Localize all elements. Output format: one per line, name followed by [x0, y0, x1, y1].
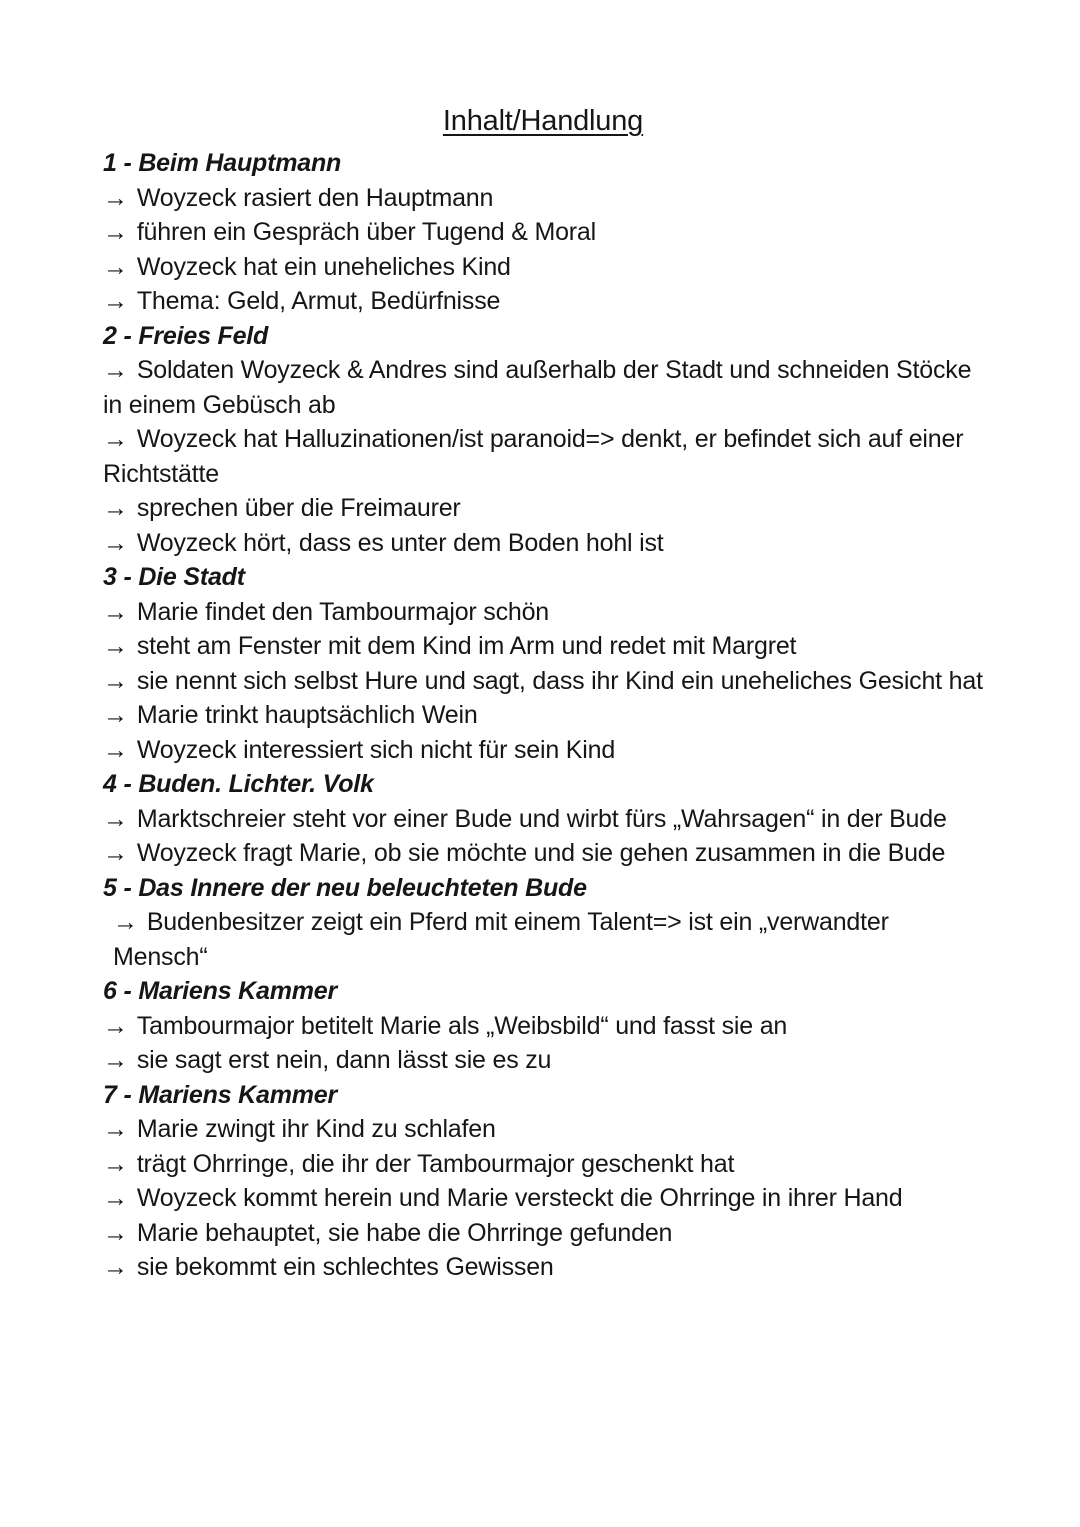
bullet-item — [103, 698, 983, 733]
arrow-bullet-icon: → — [103, 528, 128, 557]
bullet-item-text: Budenbesitzer zeigt ein Pferd mit einem Talent=> ist ein „verwandter Mensch“ — [113, 908, 889, 971]
arrow-bullet-icon: → — [103, 735, 128, 764]
bullet-item — [103, 284, 983, 319]
bullet-item — [103, 733, 983, 768]
bullet-item-text: Marie trinkt hauptsächlich Wein — [136, 701, 478, 729]
arrow-bullet-icon: → — [103, 1218, 128, 1247]
section-heading: 6 - Mariens Kammer — [103, 977, 337, 1005]
section — [103, 974, 983, 1078]
section — [103, 560, 983, 767]
bullet-item — [103, 1250, 983, 1285]
section-heading: 4 - Buden. Lichter. Volk — [103, 770, 374, 798]
section-heading: 2 - Freies Feld — [103, 321, 269, 350]
bullet-item-text: Soldaten Woyzeck & Andres sind außerhalb der Stadt und schneiden Stöcke in einem Gebüsch ab — [103, 356, 972, 419]
section-heading: 1 - Beim Hauptmann — [103, 149, 342, 177]
bullet-item — [103, 215, 983, 250]
bullet-item-text: sie bekommt ein schlechtes Gewissen — [136, 1253, 554, 1281]
bullet-item — [103, 1216, 983, 1251]
bullet-item — [103, 1043, 983, 1078]
section-heading: 7 - Mariens Kammer — [103, 1080, 337, 1109]
bullet-item-text: sie nennt sich selbst Hure und sagt, dass ihr Kind ein uneheliches Gesicht hat — [136, 666, 983, 695]
document-content — [103, 0, 983, 1285]
arrow-bullet-icon: → — [103, 218, 128, 246]
bullet-item-text: Marktschreier steht vor einer Bude und wirbt fürs „Wahrsagen“ in der Bude — [136, 804, 947, 833]
sections-container — [103, 146, 983, 1285]
section — [103, 146, 983, 319]
arrow-bullet-icon: → — [103, 1149, 128, 1178]
arrow-bullet-icon: → — [103, 1253, 128, 1281]
arrow-bullet-icon: → — [103, 701, 128, 729]
arrow-bullet-icon: → — [103, 494, 128, 522]
arrow-bullet-icon: → — [103, 632, 128, 660]
bullet-item-text: Woyzeck fragt Marie, ob sie möchte und sie gehen zusammen in die Bude — [136, 839, 946, 867]
bullet-item-text: Woyzeck kommt herein und Marie versteckt die Ohrringe in ihrer Hand — [136, 1184, 903, 1212]
bullet-item — [103, 802, 983, 837]
bullet-item-text: Tambourmajor betitelt Marie als „Weibsbild“ und fasst sie an — [136, 1011, 788, 1040]
bullet-item-text: trägt Ohrringe, die ihr der Tambourmajor geschenkt hat — [136, 1149, 735, 1178]
bullet-item — [103, 905, 983, 974]
arrow-bullet-icon: → — [103, 356, 128, 384]
bullet-item-text: Woyzeck interessiert sich nicht für sein Kind — [136, 735, 616, 764]
document-title: Inhalt/Handlung — [442, 105, 644, 137]
section — [103, 871, 983, 975]
arrow-bullet-icon: → — [103, 839, 128, 867]
arrow-bullet-icon: → — [103, 666, 128, 695]
bullet-item — [103, 1181, 983, 1216]
bullet-item-text: Thema: Geld, Armut, Bedürfnisse — [136, 287, 501, 315]
bullet-item-text: sprechen über die Freimaurer — [136, 494, 461, 522]
bullet-item — [103, 1009, 983, 1044]
bullet-item — [103, 1147, 983, 1182]
bullet-item — [103, 353, 983, 422]
bullet-item-text: Woyzeck hört, dass es unter dem Boden hohl ist — [136, 528, 664, 557]
section — [103, 767, 983, 871]
bullet-item — [103, 181, 983, 216]
arrow-bullet-icon: → — [103, 287, 128, 315]
bullet-item-text: Woyzeck rasiert den Hauptmann — [136, 183, 494, 212]
arrow-bullet-icon: → — [103, 1011, 128, 1040]
section-heading: 3 - Die Stadt — [103, 563, 245, 591]
bullet-item-text: steht am Fenster mit dem Kind im Arm und redet mit Margret — [136, 632, 797, 660]
arrow-bullet-icon: → — [103, 597, 128, 626]
arrow-bullet-icon: → — [103, 425, 128, 453]
bullet-item — [103, 1112, 983, 1147]
bullet-item — [103, 422, 983, 491]
arrow-bullet-icon: → — [103, 1046, 128, 1074]
arrow-bullet-icon: → — [103, 183, 128, 212]
section — [103, 1078, 983, 1285]
bullet-item-text: Marie findet den Tambourmajor schön — [136, 597, 550, 626]
section — [103, 319, 983, 561]
bullet-item-text: führen ein Gespräch über Tugend & Moral — [136, 218, 596, 246]
bullet-item — [103, 629, 983, 664]
bullet-item — [103, 250, 983, 285]
bullet-item — [103, 664, 983, 699]
bullet-item — [103, 836, 983, 871]
arrow-bullet-icon: → — [103, 252, 128, 281]
arrow-bullet-icon: → — [103, 1115, 128, 1143]
arrow-bullet-icon: → — [113, 908, 138, 936]
bullet-item — [103, 595, 983, 630]
bullet-item-text: Marie zwingt ihr Kind zu schlafen — [136, 1115, 496, 1143]
arrow-bullet-icon: → — [103, 1184, 128, 1212]
bullet-item-text: Woyzeck hat Halluzinationen/ist paranoid=> denkt, er befindet sich auf einer Richtstätte — [103, 425, 964, 488]
arrow-bullet-icon: → — [103, 804, 128, 833]
bullet-item-text: Marie behauptet, sie habe die Ohrringe gefunden — [136, 1218, 673, 1247]
bullet-item — [103, 491, 983, 526]
bullet-item-text: sie sagt erst nein, dann lässt sie es zu — [136, 1046, 552, 1074]
bullet-item-text: Woyzeck hat ein uneheliches Kind — [136, 252, 511, 281]
bullet-item — [103, 526, 983, 561]
section-heading: 5 - Das Innere der neu beleuchteten Bude — [103, 873, 587, 902]
